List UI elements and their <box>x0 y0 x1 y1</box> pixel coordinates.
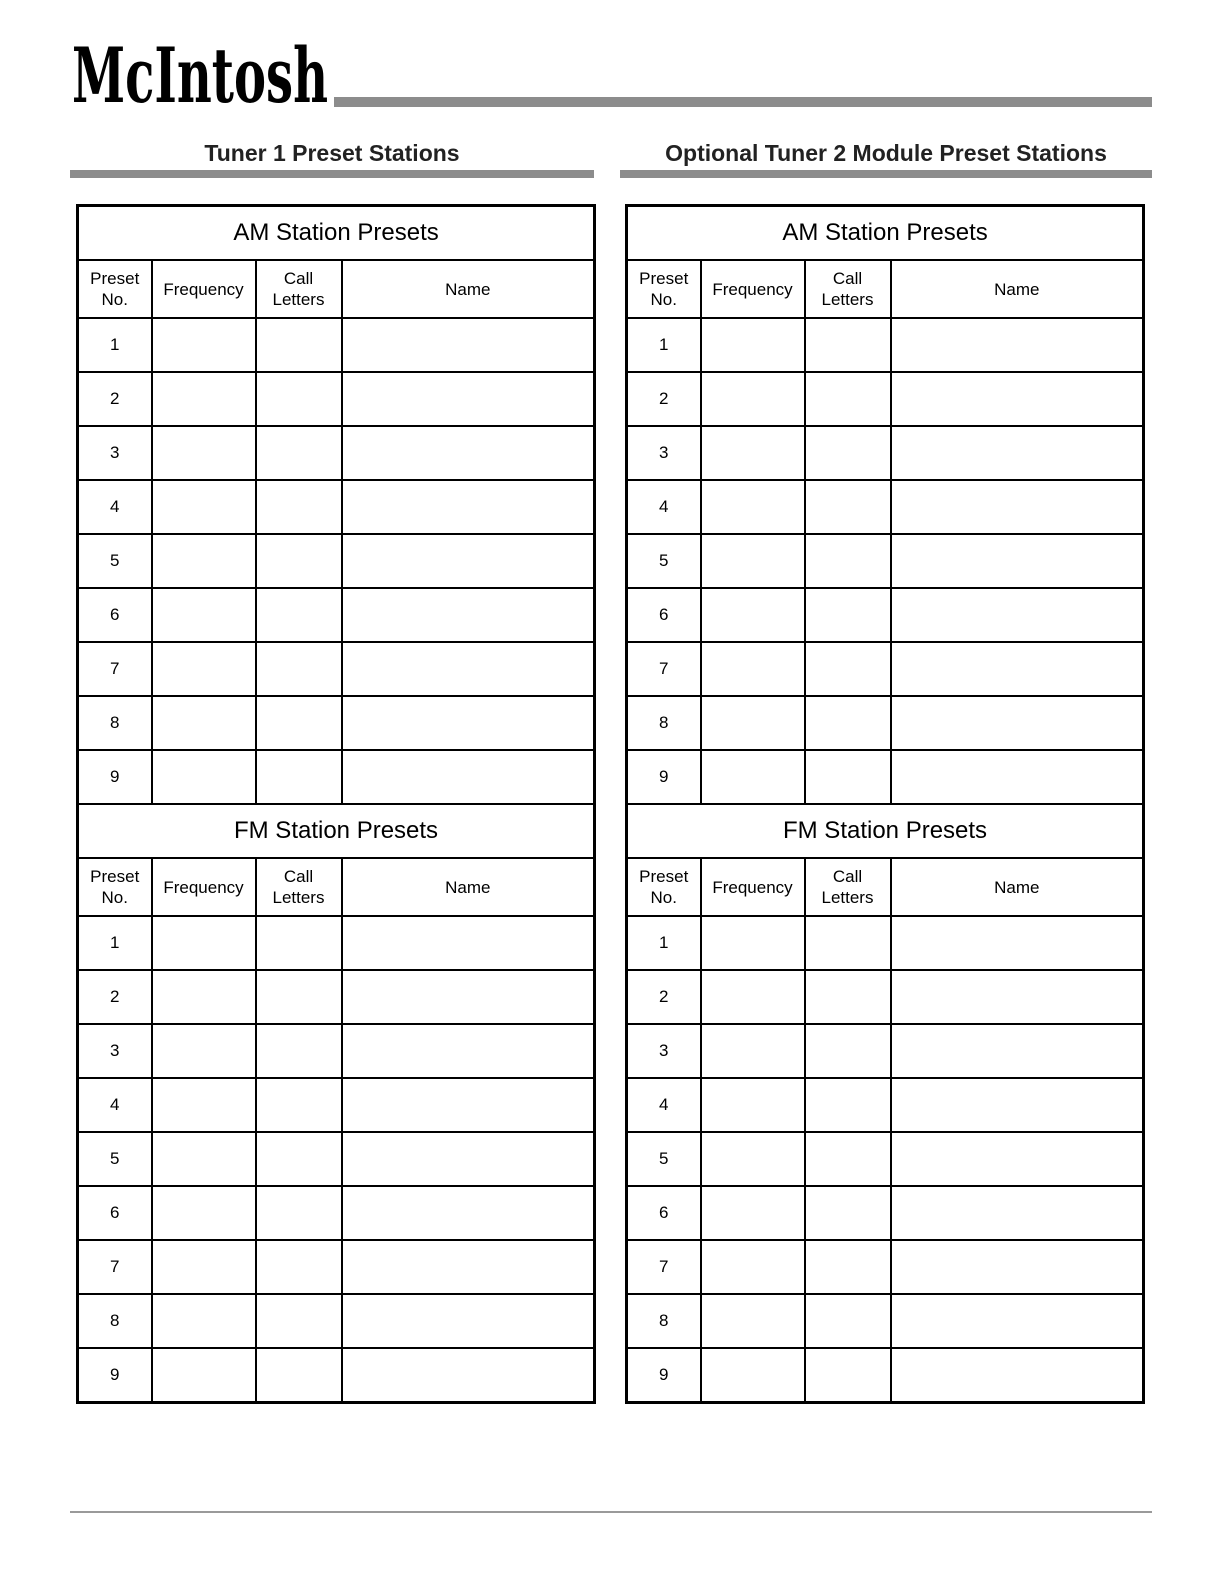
call-letters-cell[interactable] <box>256 1078 342 1132</box>
preset-number: 4 <box>627 1078 701 1132</box>
name-cell[interactable] <box>342 916 595 970</box>
frequency-cell[interactable] <box>152 750 256 804</box>
preset-no-header: Preset No. <box>78 260 152 318</box>
section-title-tuner-1: Tuner 1 Preset Stations <box>204 140 460 166</box>
preset-number: 2 <box>78 372 152 426</box>
call-letters-cell[interactable] <box>256 372 342 426</box>
name-cell[interactable] <box>342 318 595 372</box>
preset-number: 1 <box>627 916 701 970</box>
preset-number: 8 <box>627 696 701 750</box>
preset-row <box>627 1240 1144 1294</box>
preset-number: 9 <box>78 1348 152 1403</box>
call-letters-cell[interactable] <box>256 696 342 750</box>
frequency-header: Frequency <box>152 260 256 318</box>
name-cell[interactable] <box>342 1186 595 1240</box>
frequency-cell[interactable] <box>701 1294 805 1348</box>
frequency-cell[interactable] <box>701 1024 805 1078</box>
call-letters-cell[interactable] <box>256 642 342 696</box>
frequency-cell[interactable] <box>152 372 256 426</box>
name-cell[interactable] <box>891 1348 1144 1403</box>
preset-number: 5 <box>627 1132 701 1186</box>
name-cell[interactable] <box>891 642 1144 696</box>
call-letters-cell[interactable] <box>805 970 891 1024</box>
frequency-cell[interactable] <box>152 642 256 696</box>
call-letters-cell[interactable] <box>805 588 891 642</box>
preset-number: 1 <box>78 318 152 372</box>
preset-row <box>78 1078 595 1132</box>
frequency-cell[interactable] <box>152 1186 256 1240</box>
preset-row <box>78 372 595 426</box>
frequency-cell[interactable] <box>152 970 256 1024</box>
preset-number: 6 <box>78 588 152 642</box>
fm-band-title: FM Station Presets <box>627 804 1144 858</box>
frequency-cell[interactable] <box>152 1024 256 1078</box>
name-cell[interactable] <box>891 1186 1144 1240</box>
name-cell[interactable] <box>342 642 595 696</box>
frequency-cell[interactable] <box>152 1078 256 1132</box>
preset-row <box>78 1348 595 1403</box>
preset-row <box>78 480 595 534</box>
name-cell[interactable] <box>891 1024 1144 1078</box>
preset-number: 9 <box>627 750 701 804</box>
call-letters-cell[interactable] <box>256 750 342 804</box>
preset-number: 5 <box>627 534 701 588</box>
frequency-cell[interactable] <box>152 534 256 588</box>
preset-row <box>78 534 595 588</box>
name-cell[interactable] <box>342 534 595 588</box>
frequency-cell[interactable] <box>152 1294 256 1348</box>
preset-row <box>78 1132 595 1186</box>
call-letters-cell[interactable] <box>805 480 891 534</box>
preset-number: 2 <box>627 970 701 1024</box>
name-cell[interactable] <box>342 1132 595 1186</box>
name-cell[interactable] <box>891 480 1144 534</box>
preset-number: 5 <box>78 534 152 588</box>
preset-number: 7 <box>627 1240 701 1294</box>
name-cell[interactable] <box>891 696 1144 750</box>
preset-number: 8 <box>627 1294 701 1348</box>
name-cell[interactable] <box>891 318 1144 372</box>
name-cell[interactable] <box>891 1240 1144 1294</box>
frequency-cell[interactable] <box>152 916 256 970</box>
preset-number: 1 <box>78 916 152 970</box>
call-letters-header: Call Letters <box>256 858 342 916</box>
name-cell[interactable] <box>891 534 1144 588</box>
frequency-cell[interactable] <box>701 372 805 426</box>
preset-number: 6 <box>78 1186 152 1240</box>
preset-number: 3 <box>627 426 701 480</box>
name-cell[interactable] <box>342 372 595 426</box>
call-letters-cell[interactable] <box>805 642 891 696</box>
section-title-tuner-2: Optional Tuner 2 Module Preset Stations <box>665 140 1107 166</box>
frequency-cell[interactable] <box>701 1132 805 1186</box>
name-cell[interactable] <box>891 750 1144 804</box>
preset-number: 3 <box>78 1024 152 1078</box>
section-rule-tuner-2 <box>620 170 1152 178</box>
preset-number: 2 <box>627 372 701 426</box>
preset-number: 8 <box>78 1294 152 1348</box>
preset-row <box>627 534 1144 588</box>
preset-no-header: Preset No. <box>78 858 152 916</box>
preset-number: 7 <box>627 642 701 696</box>
call-letters-cell[interactable] <box>805 696 891 750</box>
preset-row <box>78 1024 595 1078</box>
call-letters-cell[interactable] <box>256 1186 342 1240</box>
preset-number: 1 <box>627 318 701 372</box>
preset-row <box>627 1024 1144 1078</box>
frequency-cell[interactable] <box>152 318 256 372</box>
preset-row <box>78 750 595 804</box>
call-letters-cell[interactable] <box>256 426 342 480</box>
preset-row <box>78 426 595 480</box>
call-letters-header: Call Letters <box>805 260 891 318</box>
preset-row <box>627 696 1144 750</box>
call-letters-cell[interactable] <box>256 1240 342 1294</box>
frequency-header: Frequency <box>152 858 256 916</box>
name-cell[interactable] <box>891 588 1144 642</box>
frequency-cell[interactable] <box>701 480 805 534</box>
name-cell[interactable] <box>891 1294 1144 1348</box>
call-letters-cell[interactable] <box>256 480 342 534</box>
frequency-cell[interactable] <box>701 916 805 970</box>
preset-number: 9 <box>78 750 152 804</box>
name-cell[interactable] <box>342 750 595 804</box>
call-letters-cell[interactable] <box>256 588 342 642</box>
name-cell[interactable] <box>342 588 595 642</box>
name-cell[interactable] <box>891 426 1144 480</box>
call-letters-cell[interactable] <box>256 1024 342 1078</box>
preset-row <box>627 1186 1144 1240</box>
name-cell[interactable] <box>342 1240 595 1294</box>
preset-number: 9 <box>627 1348 701 1403</box>
preset-row <box>78 696 595 750</box>
call-letters-cell[interactable] <box>805 318 891 372</box>
preset-number: 4 <box>78 480 152 534</box>
am-band-title: AM Station Presets <box>627 206 1144 261</box>
name-cell[interactable] <box>891 1132 1144 1186</box>
preset-row <box>78 318 595 372</box>
header-rule <box>334 97 1152 107</box>
frequency-cell[interactable] <box>701 750 805 804</box>
frequency-cell[interactable] <box>701 696 805 750</box>
preset-number: 5 <box>78 1132 152 1186</box>
call-letters-cell[interactable] <box>805 534 891 588</box>
name-cell[interactable] <box>342 970 595 1024</box>
frequency-cell[interactable] <box>152 696 256 750</box>
frequency-cell[interactable] <box>152 1348 256 1403</box>
name-header: Name <box>891 858 1144 916</box>
frequency-cell[interactable] <box>701 426 805 480</box>
preset-row <box>627 1294 1144 1348</box>
preset-row <box>627 588 1144 642</box>
frequency-cell[interactable] <box>701 1186 805 1240</box>
preset-row <box>627 970 1144 1024</box>
name-header: Name <box>342 858 595 916</box>
name-header: Name <box>891 260 1144 318</box>
preset-number: 8 <box>78 696 152 750</box>
name-cell[interactable] <box>891 1078 1144 1132</box>
preset-row <box>627 318 1144 372</box>
frequency-cell[interactable] <box>152 1132 256 1186</box>
preset-no-header: Preset No. <box>627 858 701 916</box>
call-letters-cell[interactable] <box>256 318 342 372</box>
preset-row <box>78 642 595 696</box>
call-letters-cell[interactable] <box>805 1186 891 1240</box>
am-band-title: AM Station Presets <box>78 206 595 261</box>
preset-row <box>627 1132 1144 1186</box>
frequency-cell[interactable] <box>701 1240 805 1294</box>
call-letters-cell[interactable] <box>805 1240 891 1294</box>
call-letters-cell[interactable] <box>805 1348 891 1403</box>
preset-row <box>78 1186 595 1240</box>
call-letters-cell[interactable] <box>805 750 891 804</box>
call-letters-cell[interactable] <box>256 916 342 970</box>
call-letters-cell[interactable] <box>256 534 342 588</box>
frequency-cell[interactable] <box>701 318 805 372</box>
call-letters-header: Call Letters <box>805 858 891 916</box>
name-cell[interactable] <box>891 372 1144 426</box>
preset-number: 7 <box>78 1240 152 1294</box>
name-cell[interactable] <box>342 696 595 750</box>
frequency-cell[interactable] <box>701 642 805 696</box>
call-letters-cell[interactable] <box>256 1132 342 1186</box>
call-letters-cell[interactable] <box>805 916 891 970</box>
name-cell[interactable] <box>342 426 595 480</box>
preset-row <box>627 480 1144 534</box>
frequency-cell[interactable] <box>701 1348 805 1403</box>
call-letters-cell[interactable] <box>256 970 342 1024</box>
frequency-cell[interactable] <box>152 426 256 480</box>
preset-row <box>627 1078 1144 1132</box>
frequency-header: Frequency <box>701 260 805 318</box>
mcintosh-logo <box>70 30 332 120</box>
preset-number: 3 <box>627 1024 701 1078</box>
svg-text:McIntosh: McIntosh <box>72 31 328 120</box>
call-letters-cell[interactable] <box>805 426 891 480</box>
preset-row <box>78 916 595 970</box>
preset-row <box>78 1240 595 1294</box>
call-letters-cell[interactable] <box>805 1024 891 1078</box>
call-letters-cell[interactable] <box>805 1078 891 1132</box>
call-letters-cell[interactable] <box>805 1294 891 1348</box>
preset-row <box>627 372 1144 426</box>
frequency-cell[interactable] <box>701 970 805 1024</box>
frequency-cell[interactable] <box>701 534 805 588</box>
call-letters-cell[interactable] <box>256 1294 342 1348</box>
name-header: Name <box>342 260 595 318</box>
call-letters-cell[interactable] <box>805 372 891 426</box>
name-cell[interactable] <box>342 1348 595 1403</box>
preset-row <box>627 916 1144 970</box>
fm-band-title: FM Station Presets <box>78 804 595 858</box>
preset-table-tuner-1 <box>76 204 596 1404</box>
preset-row <box>78 588 595 642</box>
call-letters-cell[interactable] <box>805 1132 891 1186</box>
frequency-cell[interactable] <box>152 1240 256 1294</box>
name-cell[interactable] <box>891 916 1144 970</box>
frequency-cell[interactable] <box>152 588 256 642</box>
name-cell[interactable] <box>342 1294 595 1348</box>
preset-row <box>627 750 1144 804</box>
preset-number: 6 <box>627 1186 701 1240</box>
frequency-cell[interactable] <box>152 480 256 534</box>
frequency-cell[interactable] <box>701 1078 805 1132</box>
name-cell[interactable] <box>342 480 595 534</box>
call-letters-cell[interactable] <box>256 1348 342 1403</box>
preset-number: 4 <box>78 1078 152 1132</box>
preset-row <box>627 1348 1144 1403</box>
preset-number: 3 <box>78 426 152 480</box>
preset-no-header: Preset No. <box>627 260 701 318</box>
preset-number: 2 <box>78 970 152 1024</box>
section-rule-tuner-1 <box>70 170 594 178</box>
preset-number: 6 <box>627 588 701 642</box>
preset-row <box>627 426 1144 480</box>
preset-number: 7 <box>78 642 152 696</box>
preset-row <box>627 642 1144 696</box>
frequency-cell[interactable] <box>701 588 805 642</box>
frequency-header: Frequency <box>701 858 805 916</box>
preset-row <box>78 1294 595 1348</box>
footer-rule <box>70 1511 1152 1513</box>
name-cell[interactable] <box>342 1024 595 1078</box>
preset-table-tuner-2 <box>625 204 1145 1404</box>
preset-number: 4 <box>627 480 701 534</box>
preset-row <box>78 970 595 1024</box>
call-letters-header: Call Letters <box>256 260 342 318</box>
name-cell[interactable] <box>891 970 1144 1024</box>
name-cell[interactable] <box>342 1078 595 1132</box>
